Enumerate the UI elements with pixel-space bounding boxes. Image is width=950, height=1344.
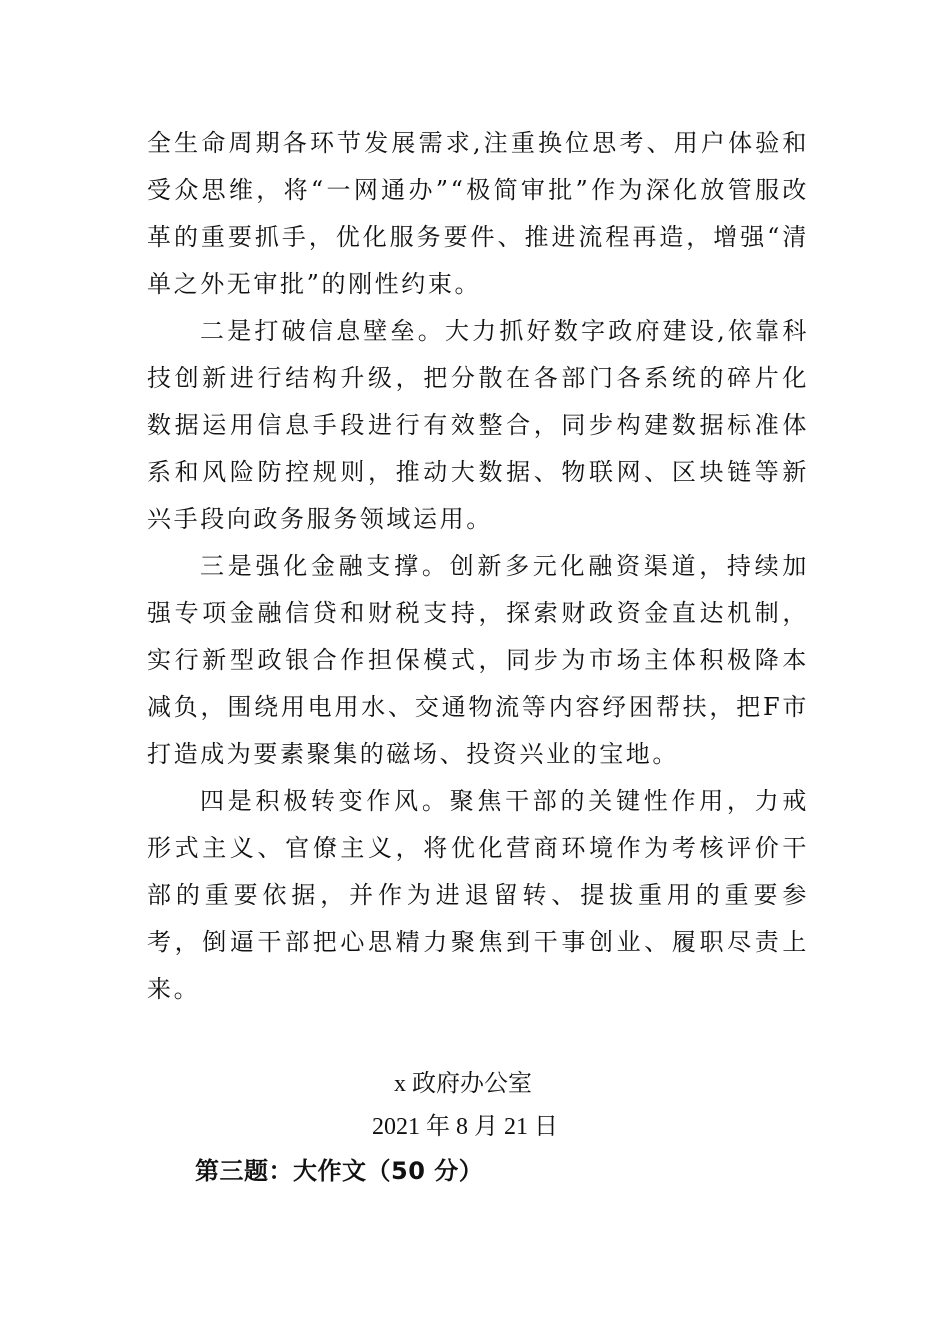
- paragraph-continuation: 全生命周期各环节发展需求,注重换位思考、用户体验和受众思维，将“一网通办”“极简审批”作为深化放管服改革的重要抓手，优化服务要件、推进流程再造，增强“清单之外无审批”的刚性约束。: [147, 129, 809, 298]
- signature-date: 2021 年 8 月 21 日: [372, 1114, 558, 1140]
- paragraph-break-info-barriers: 二是打破信息壁垒。大力抓好数字政府建设,依靠科技创新进行结构升级，把分散在各部门各系统的碎片化数据运用信息手段进行有效整合，同步构建数据标准体系和风险防控规则，推动大数据、物联网、区块链等新兴手段向政务服务领域运用。: [147, 317, 809, 533]
- section-heading: 第三题：大作文（50 分）: [195, 1157, 484, 1185]
- signature-organization: x 政府办公室: [394, 1071, 532, 1097]
- paragraph-work-style: 四是积极转变作风。聚焦干部的关键性作用，力戒形式主义、官僚主义，将优化营商环境作为考核评价干部的重要依据，并作为进退留转、提拔重用的重要参考，倒逼干部把心思精力聚焦到干事创业、履职尽责上来。: [147, 787, 809, 1003]
- document-body: [147, 120, 809, 1013]
- paragraph-financial-support: 三是强化金融支撑。创新多元化融资渠道，持续加强专项金融信贷和财税支持，探索财政资金直达机制，实行新型政银合作担保模式，同步为市场主体积极降本减负，围绕用电用水、交通物流等内容纾困帮扶，把F市打造成为要素聚集的磁场、投资兴业的宝地。: [147, 552, 809, 768]
